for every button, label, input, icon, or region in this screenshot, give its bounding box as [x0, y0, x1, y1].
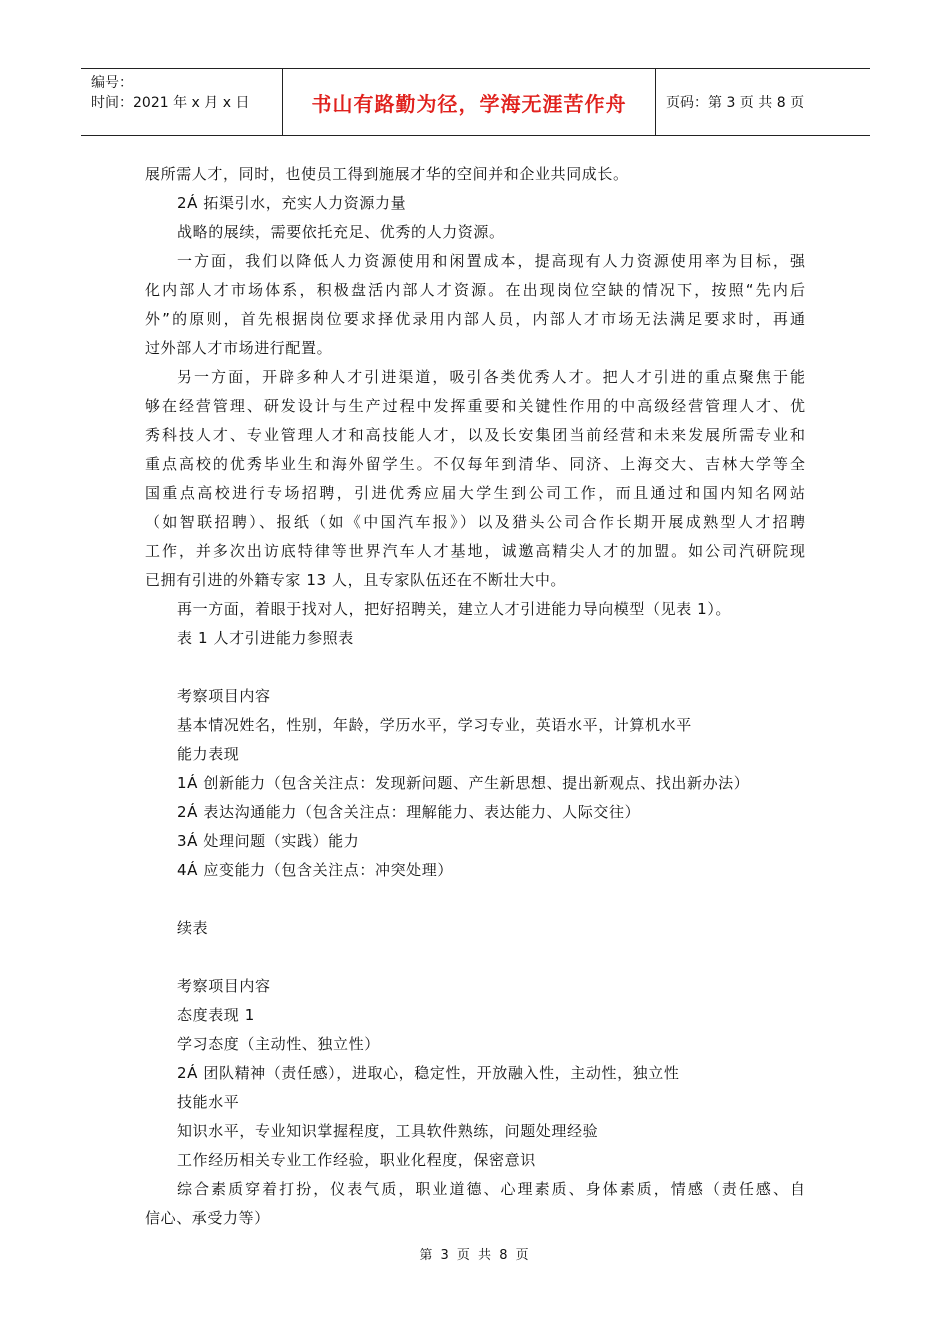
- body-line: 战略的展续，需要依托充足、优秀的人力资源。: [177, 223, 505, 241]
- body-line: 另一方面，开辟多种人才引进渠道，吸引各类优秀人才。把人才引进的重点聚焦于能: [177, 368, 805, 386]
- table-header: 考察项目内容: [177, 687, 271, 705]
- body-line: 工作，并多次出访底特律等世界汽车人才基地，诚邀高精尖人才的加盟。如公司汽研院现: [145, 542, 805, 560]
- header-motto: 书山有路勤为径，学海无涯苦作舟: [283, 69, 656, 135]
- body-line: 已拥有引进的外籍专家 13 人，且专家队伍还在不断壮大中。: [145, 571, 567, 589]
- body-line: 化内部人才市场体系，积极盘活内部人才资源。在出现岗位空缺的情况下，按照“先内后: [145, 281, 805, 299]
- table-row: 2Á 表达沟通能力（包含关注点：理解能力、表达能力、人际交往）: [177, 803, 641, 821]
- body-line: 过外部人才市场进行配置。: [145, 339, 333, 357]
- section-heading: 2Á 拓渠引水，充实人力资源力量: [177, 194, 407, 212]
- page-footer: 第 3 页 共 8 页: [419, 1248, 531, 1263]
- table-row: 综合素质穿着打扮，仪表气质，职业道德、心理素质、身体素质，情感（责任感、自: [177, 1180, 805, 1198]
- body-line: 国重点高校进行专场招聘，引进优秀应届大学生到公司工作，而且通过和国内知名网站: [145, 484, 805, 502]
- table-header: 考察项目内容: [177, 977, 271, 995]
- body-line: 一方面，我们以降低人力资源使用和闲置成本，提高现有人力资源使用率为目标，强: [177, 252, 805, 270]
- page-header: [81, 68, 870, 136]
- document-body: [145, 160, 805, 1233]
- spacer: [145, 885, 805, 914]
- table-row: 能力表现: [177, 745, 240, 763]
- body-line: （如智联招聘）、报纸（如《中国汽车报》）以及猎头公司合作长期开展成熟型人才招聘: [145, 513, 805, 531]
- spacer: [145, 943, 805, 972]
- table-row: 1Á 创新能力（包含关注点：发现新问题、产生新思想、提出新观点、找出新办法）: [177, 774, 750, 792]
- table-caption: 表 1 人才引进能力参照表: [177, 629, 354, 647]
- table-row: 2Á 团队精神（责任感），进取心，稳定性，开放融入性，主动性，独立性: [177, 1064, 680, 1082]
- table-row: 知识水平，专业知识掌握程度，工具软件熟练，问题处理经验: [177, 1122, 599, 1140]
- table-row: 信心、承受力等）: [145, 1209, 270, 1227]
- table-row: 态度表现 1: [177, 1006, 255, 1024]
- body-line: 秀科技人才、专业管理人才和高技能人才，以及长安集团当前经营和未来发展所需专业和: [145, 426, 805, 444]
- table-row: 基本情况姓名，性别，年龄，学历水平，学习专业，英语水平，计算机水平: [177, 716, 692, 734]
- table-continued-label: 续表: [177, 919, 209, 937]
- body-line: 够在经营管理、研发设计与生产过程中发挥重要和关键性作用的中高级经营管理人才、优: [145, 397, 805, 415]
- body-line: 重点高校的优秀毕业生和海外留学生。不仅每年到清华、同济、上海交大、吉林大学等全: [145, 455, 805, 473]
- header-page-label: 页码：第 3 页 共 8 页: [666, 95, 805, 111]
- body-line: 再一方面，着眼于找对人，把好招聘关，建立人才引进能力导向模型（见表 1）。: [177, 600, 732, 618]
- table-row: 3Á 处理问题（实践）能力: [177, 832, 360, 850]
- table-row: 工作经历相关专业工作经验，职业化程度，保密意识: [177, 1151, 536, 1169]
- table-row: 学习态度（主动性、独立性）: [177, 1035, 380, 1053]
- body-line: 外”的原则，首先根据岗位要求择优录用内部人员，内部人才市场无法满足要求时，再通: [145, 310, 805, 328]
- body-line: 展所需人才，同时，也使员工得到施展才华的空间并和企业共同成长。: [145, 165, 629, 183]
- table-row: 技能水平: [177, 1093, 240, 1111]
- header-meta: [81, 69, 283, 135]
- table-row: 4Á 应变能力（包含关注点：冲突处理）: [177, 861, 453, 879]
- date-label: 时间：2021 年 x 月 x 日: [91, 95, 250, 111]
- spacer: [145, 653, 805, 682]
- number-label: 编号：: [91, 75, 133, 91]
